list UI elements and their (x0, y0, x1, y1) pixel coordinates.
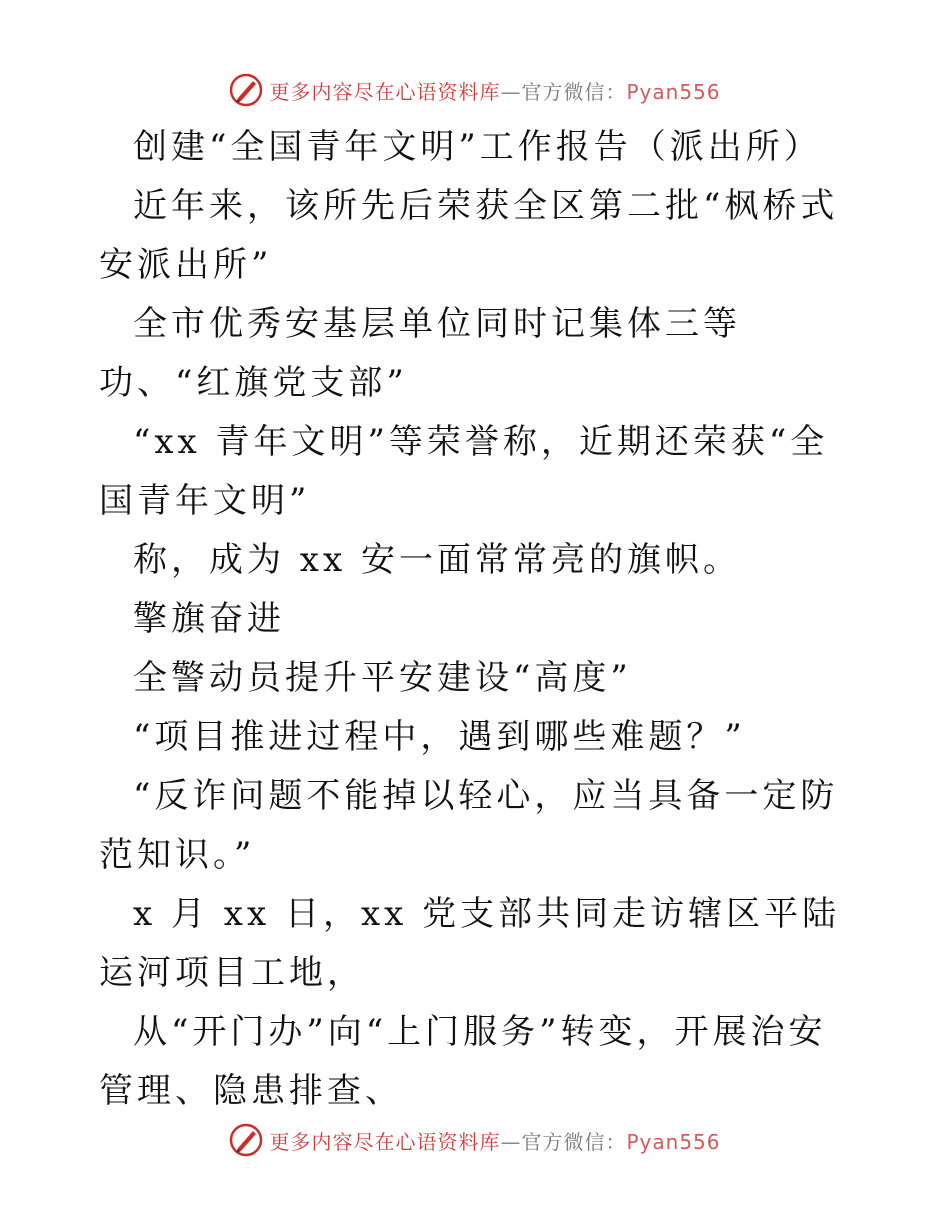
footer-wechat-id: Pyan556 (626, 1129, 721, 1154)
footer-promo-text: 更多内容尽在心语资料库 (269, 1129, 501, 1154)
document-title: 创建“全国青年文明”工作报告（派出所） (133, 127, 822, 167)
pen-logo-icon (229, 73, 263, 107)
section-heading: 擎旗奋进 (133, 599, 285, 639)
paragraph: 全市优秀安基层单位同时记集体三等功、“红旗党支部” (99, 304, 741, 403)
footer-promo (269, 1126, 720, 1155)
paragraph: 近年来，该所先后荣获全区第二批“枫桥式安派出所” (99, 186, 839, 285)
paragraph: “项目推进过程中，遇到哪些难题？” (133, 717, 746, 757)
paragraph: “xx 青年文明”等荣誉称，近期还荣获“全国青年文明” (99, 422, 829, 521)
header-promo-text: 更多内容尽在心语资料库 (269, 79, 501, 104)
footer-dash: — (500, 1129, 522, 1154)
header-promo (269, 76, 720, 105)
paragraph: 从“开门办”向“上门服务”转变，开展治安管理、隐患排查、 (99, 1012, 827, 1111)
header-banner (0, 68, 950, 112)
paragraph: 全警动员提升平安建设“高度” (133, 658, 632, 698)
paragraph: “反诈问题不能掉以轻心，应当具备一定防范知识。” (99, 776, 839, 875)
pen-logo-icon (229, 1123, 263, 1157)
header-dash: — (500, 79, 522, 104)
header-wechat-id: Pyan556 (626, 79, 721, 104)
paragraph: 称，成为 xx 安一面常常亮的旗帜。 (133, 540, 741, 580)
paragraph: x 月 xx 日，xx 党支部共同走访辖区平陆运河项目工地， (99, 894, 841, 993)
footer-banner (0, 1118, 950, 1162)
document-body (99, 118, 855, 1121)
header-wechat-label: 官方微信： (521, 79, 627, 104)
footer-wechat-label: 官方微信： (521, 1129, 627, 1154)
